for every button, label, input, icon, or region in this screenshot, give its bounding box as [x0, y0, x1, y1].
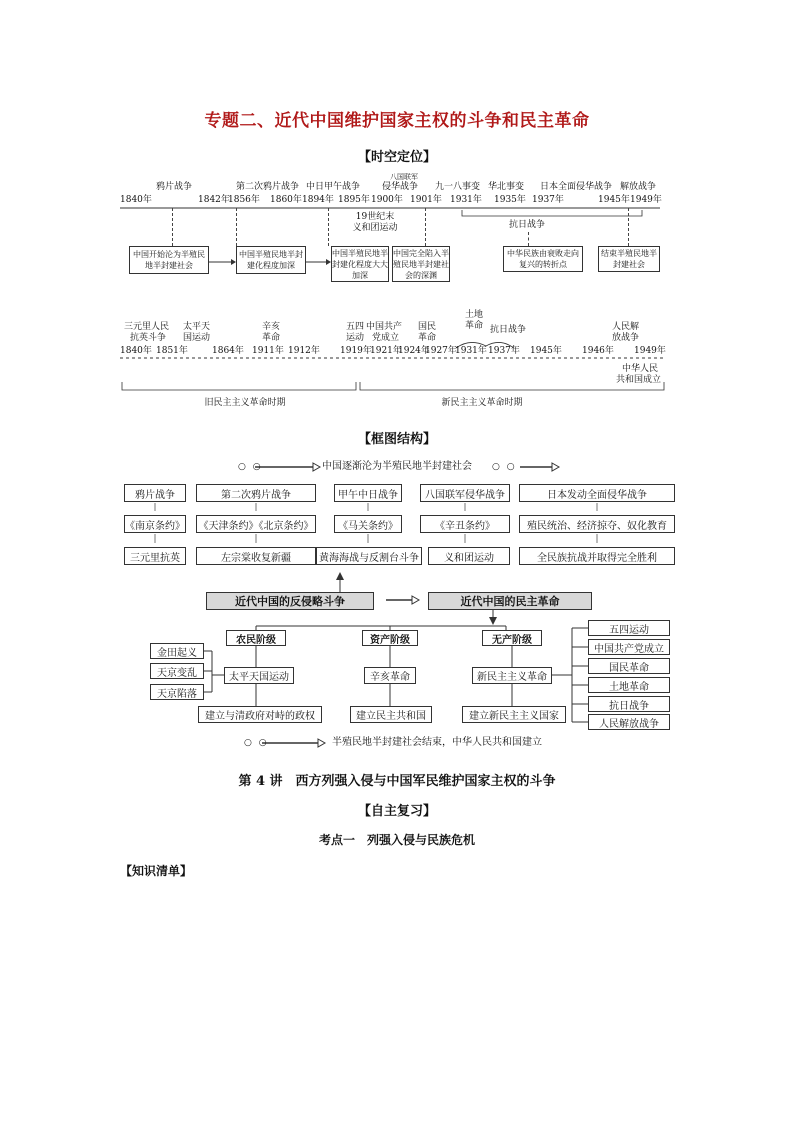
revolution-stage: 国民革命	[588, 658, 670, 674]
movement-box: 太平天国运动	[224, 667, 294, 684]
tl2-event: 辛亥	[262, 322, 281, 332]
tl1-year: 1935年	[494, 195, 526, 205]
tl2-event: 中国共产	[366, 322, 403, 332]
tl2-event: 革命	[418, 333, 437, 343]
tl2-event: 三元里人民	[124, 322, 170, 332]
tl1-event: 中日甲午战争	[306, 182, 361, 192]
democratic-revolution-box: 近代中国的民主革命	[428, 592, 592, 610]
result-box: 建立与清政府对峙的政权	[198, 706, 322, 723]
tl1-year: 1856年	[228, 195, 260, 205]
tl2-year: 1919年	[340, 346, 372, 356]
lecture-title: 第 4 讲 西方列强入侵与中国军民维护国家主权的斗争	[238, 774, 556, 789]
revolution-stage: 土地革命	[588, 677, 670, 693]
tl2-prc: 中华人民	[622, 364, 659, 374]
page-title: 专题二、近代中国维护国家主权的斗争和民主革命	[204, 111, 590, 131]
tl2-event: 党成立	[372, 333, 400, 343]
tl1-box: 中国半殖民地半封建化程度大大加深	[331, 246, 389, 282]
tl1-box: 中华民族由衰败走向复兴的转折点	[503, 246, 583, 272]
war-box: 鸦片战争	[124, 484, 186, 502]
war-box: 第二次鸦片战争	[196, 484, 316, 502]
dots-left: ○ ○	[238, 462, 263, 472]
framework-top-label: 中国逐渐沦为半殖民地半封建社会	[322, 461, 472, 472]
tl1-event: 日本全面侵华战争	[540, 182, 613, 192]
revolution-stage: 五四运动	[588, 620, 670, 636]
framework-bottom-label: 半殖民地半封建社会结束，中华人民共和国建立	[332, 737, 542, 748]
tl1-year: 1931年	[450, 195, 482, 205]
result-box: 建立民主共和国	[350, 706, 432, 723]
tl2-event: 土地	[465, 310, 484, 320]
result-box: 建立新民主主义国家	[462, 706, 566, 723]
tl1-year: 1895年	[338, 195, 370, 205]
tl2-year: 1921年	[370, 346, 402, 356]
tl1-year: 1894年	[302, 195, 334, 205]
tl2-event: 放战争	[612, 333, 640, 343]
resist-box: 全民族抗战并取得完全胜利	[519, 547, 675, 565]
tl2-event: 抗日战争	[490, 325, 527, 335]
tl1-year: 1901年	[410, 195, 442, 205]
tl1-year: 1949年	[630, 195, 662, 205]
movement-box: 新民主主义革命	[472, 667, 552, 684]
exam-point: 考点一 列强入侵与民族危机	[318, 833, 475, 847]
tl1-event: 九一八事变	[435, 182, 481, 192]
tl2-event: 五四	[346, 322, 365, 332]
tl2-event: 国民	[418, 322, 437, 332]
tl2-old-period: 旧民主主义革命时期	[204, 398, 286, 408]
section-timeline-heading: 【时空定位】	[357, 150, 436, 165]
tl2-year: 1924年	[398, 346, 430, 356]
tl1-box: 中国半殖民地半封建化程度加深	[236, 246, 306, 274]
tl1-war-label: 抗日战争	[508, 220, 545, 230]
tl1-event: 华北事变	[488, 182, 525, 192]
tl2-year: 1937年	[488, 346, 520, 356]
tl2-year: 1911年	[252, 346, 284, 356]
tl1-event: 第二次鸦片战争	[236, 182, 300, 192]
tl2-year: 1931年	[455, 346, 487, 356]
tl2-new-period: 新民主主义革命时期	[441, 398, 523, 408]
tl2-year: 1945年	[530, 346, 562, 356]
class-box: 资产阶级	[362, 630, 418, 646]
revolution-stage: 中国共产党成立	[588, 639, 670, 655]
anti-aggression-box: 近代中国的反侵略斗争	[206, 592, 374, 610]
tl2-event: 人民解	[612, 322, 640, 332]
tl1-boxer-2: 义和团运动	[352, 223, 398, 233]
war-box: 日本发动全面侵华战争	[519, 484, 675, 502]
treaty-box: 殖民统治、经济掠夺、奴化教育	[519, 515, 675, 533]
dots-bottom: ○ ○	[244, 738, 269, 748]
war-box: 甲午中日战争	[334, 484, 402, 502]
tl1-boxer-1: 19世纪末	[355, 212, 395, 222]
tl1-year: 1900年	[371, 195, 403, 205]
tl2-event: 太平天	[183, 322, 211, 332]
tl1-year: 1945年	[598, 195, 630, 205]
tl1-box: 中国开始沦为半殖民地半封建社会	[129, 246, 209, 274]
tl2-event: 运动	[346, 333, 365, 343]
tl2-event: 抗英斗争	[130, 333, 167, 343]
tl1-box: 中国完全陷入半殖民地半封建社会的深渊	[392, 246, 450, 282]
treaty-box: 《天津条约》《北京条约》	[196, 515, 316, 533]
tl1-event: 鸦片战争	[156, 182, 193, 192]
revolution-stage: 人民解放战争	[588, 714, 670, 730]
peasant-event: 金田起义	[150, 643, 204, 659]
tl2-year: 1851年	[156, 346, 188, 356]
tl1-year: 1937年	[532, 195, 564, 205]
resist-box: 左宗棠收复新疆	[196, 547, 316, 565]
treaty-box: 《马关条约》	[334, 515, 402, 533]
tl2-event: 革命	[262, 333, 281, 343]
tl2-event: 革命	[465, 321, 484, 331]
knowledge-list-heading: 【知识清单】	[120, 864, 193, 878]
tl2-year: 1949年	[634, 346, 666, 356]
tl2-year: 1840年	[120, 346, 152, 356]
peasant-event: 天京变乱	[150, 663, 204, 679]
tl1-year: 1842年	[198, 195, 230, 205]
resist-box: 义和团运动	[428, 547, 510, 565]
tl1-event: 解放战争	[620, 182, 657, 192]
resist-box: 黄海海战与反割台斗争	[316, 547, 422, 565]
treaty-box: 《南京条约》	[124, 515, 186, 533]
tl1-year: 1860年	[270, 195, 302, 205]
tl2-prc: 共和国成立	[616, 375, 662, 385]
tl1-year: 1840年	[120, 195, 152, 205]
revolution-stage: 抗日战争	[588, 696, 670, 712]
class-box: 农民阶级	[226, 630, 286, 646]
tl2-year: 1912年	[288, 346, 320, 356]
dots-right: ○ ○	[492, 462, 517, 472]
peasant-event: 天京陷落	[150, 684, 204, 700]
tl2-year: 1927年	[425, 346, 457, 356]
treaty-box: 《辛丑条约》	[420, 515, 510, 533]
tl2-year: 1864年	[212, 346, 244, 356]
tl1-box: 结束半殖民地半封建社会	[598, 246, 660, 272]
tl1-event: 八国联军	[390, 173, 418, 181]
class-box: 无产阶级	[482, 630, 542, 646]
tl1-event: 侵华战争	[382, 182, 419, 192]
war-box: 八国联军侵华战争	[420, 484, 510, 502]
movement-box: 辛亥革命	[364, 667, 416, 684]
tl2-year: 1946年	[582, 346, 614, 356]
resist-box: 三元里抗英	[124, 547, 186, 565]
review-heading: 【自主复习】	[357, 804, 436, 819]
section-frame-heading: 【框图结构】	[357, 432, 436, 447]
tl2-event: 国运动	[183, 333, 211, 343]
